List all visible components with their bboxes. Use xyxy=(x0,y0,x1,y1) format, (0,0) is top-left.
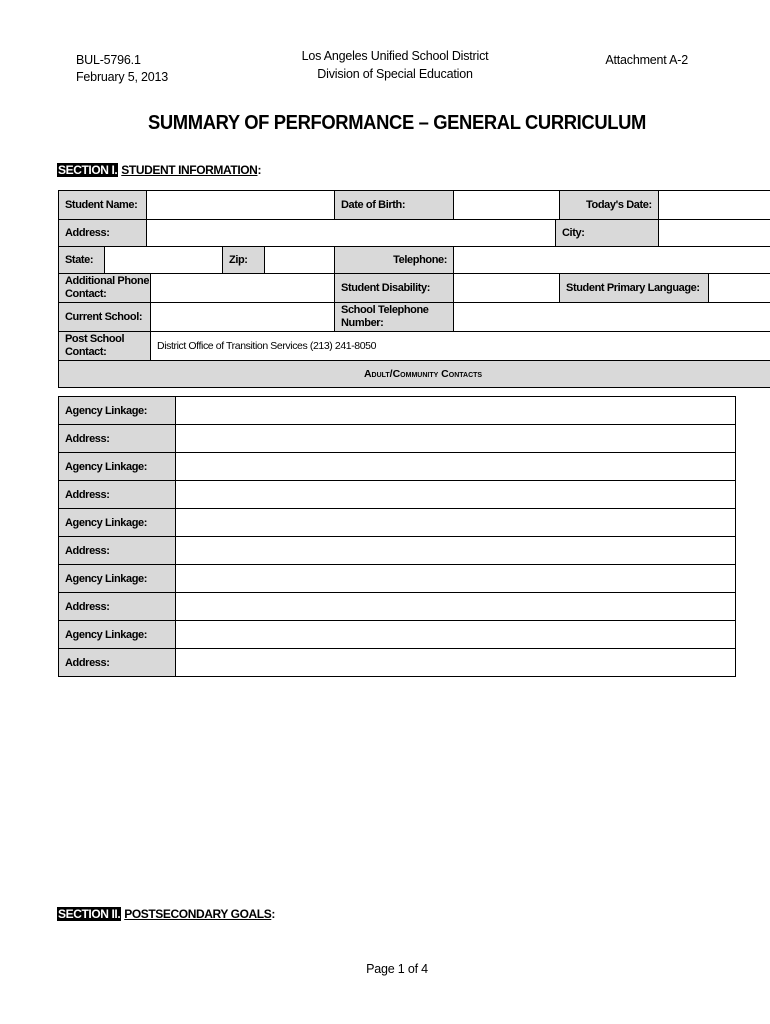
table-row xyxy=(59,565,736,593)
section-2-colon: : xyxy=(271,907,275,921)
additional-phone-field[interactable] xyxy=(151,274,335,303)
district-name: Los Angeles Unified School District xyxy=(301,49,489,63)
table-row xyxy=(59,593,736,621)
primary-language-label: Student Primary Language: xyxy=(560,274,709,303)
table-row xyxy=(59,537,736,565)
school-telephone-field[interactable] xyxy=(454,303,770,332)
agency-linkage-label: Agency Linkage: xyxy=(59,397,176,425)
address-field[interactable] xyxy=(147,220,556,247)
section-2-label: POSTSECONDARY GOALS xyxy=(124,907,272,921)
current-school-field[interactable] xyxy=(151,303,335,332)
agency-address-label: Address: xyxy=(59,593,176,621)
student-disability-field[interactable] xyxy=(454,274,560,303)
agency-linkage-field[interactable] xyxy=(176,565,736,593)
table-row xyxy=(59,649,736,677)
agency-address-label: Address: xyxy=(59,481,176,509)
post-school-contact-value: District Office of Transition Services (213) 241-8050 xyxy=(151,332,770,361)
state-label: State: xyxy=(59,247,105,274)
zip-field[interactable] xyxy=(265,247,335,274)
school-telephone-label: School Telephone Number: xyxy=(335,303,454,332)
city-field[interactable] xyxy=(659,220,770,247)
student-name-label: Student Name: xyxy=(59,191,147,220)
agency-linkage-field[interactable] xyxy=(176,453,736,481)
table-row xyxy=(59,453,736,481)
agency-linkage-field[interactable] xyxy=(176,621,736,649)
agency-address-field[interactable] xyxy=(176,425,736,453)
agency-address-field[interactable] xyxy=(176,537,736,565)
agency-linkage-field[interactable] xyxy=(176,397,736,425)
state-field[interactable] xyxy=(105,247,223,274)
telephone-field[interactable] xyxy=(454,247,770,274)
adult-community-contacts-table xyxy=(58,396,736,677)
date-of-birth-field[interactable] xyxy=(454,191,560,220)
post-school-contact-label: Post School Contact: xyxy=(59,332,151,361)
section-1-heading xyxy=(57,163,261,177)
agency-linkage-label: Agency Linkage: xyxy=(59,453,176,481)
agency-address-label: Address: xyxy=(59,425,176,453)
table-row xyxy=(59,425,736,453)
additional-phone-label: Additional Phone Contact: xyxy=(59,274,151,303)
agency-address-field[interactable] xyxy=(176,593,736,621)
adult-community-contacts-heading xyxy=(59,361,770,388)
adult-community-contacts-label: Adult/Community Contacts xyxy=(363,368,483,380)
agency-linkage-label: Agency Linkage: xyxy=(59,565,176,593)
bulletin-number: BUL-5796.1 xyxy=(76,53,141,67)
section-1-colon: : xyxy=(257,163,262,177)
date-of-birth-label: Date of Birth: xyxy=(335,191,454,220)
agency-linkage-label: Agency Linkage: xyxy=(59,509,176,537)
agency-linkage-label: Agency Linkage: xyxy=(59,621,176,649)
zip-label: Zip: xyxy=(223,247,265,274)
table-row xyxy=(59,481,736,509)
table-row xyxy=(59,621,736,649)
telephone-label: Telephone: xyxy=(335,247,454,274)
agency-linkage-field[interactable] xyxy=(176,509,736,537)
section-2-heading xyxy=(57,907,275,921)
student-disability-label: Student Disability: xyxy=(335,274,454,303)
attachment-label: Attachment A-2 xyxy=(605,53,688,67)
document-header-left xyxy=(76,52,168,86)
primary-language-field[interactable] xyxy=(709,274,770,303)
document-header-center xyxy=(270,47,520,83)
form-title: SUMMARY OF PERFORMANCE – GENERAL CURRICULUM xyxy=(147,112,647,134)
agency-address-field[interactable] xyxy=(176,649,736,677)
address-label: Address: xyxy=(59,220,147,247)
section-1-label: STUDENT INFORMATION xyxy=(121,163,258,177)
student-information-table xyxy=(58,190,770,388)
city-label: City: xyxy=(556,220,659,247)
section-2-tag: SECTION II. xyxy=(58,907,121,921)
todays-date-label: Today's Date: xyxy=(560,191,659,220)
bulletin-date: February 5, 2013 xyxy=(76,70,168,84)
current-school-label: Current School: xyxy=(59,303,151,332)
table-row xyxy=(59,397,736,425)
table-row xyxy=(59,509,736,537)
section-1-tag: SECTION I. xyxy=(58,163,118,177)
student-name-field[interactable] xyxy=(147,191,335,220)
division-name: Division of Special Education xyxy=(317,67,473,81)
page-number: Page 1 of 4 xyxy=(366,962,428,976)
agency-address-label: Address: xyxy=(59,537,176,565)
todays-date-field[interactable] xyxy=(659,191,770,220)
agency-address-label: Address: xyxy=(59,649,176,677)
agency-address-field[interactable] xyxy=(176,481,736,509)
